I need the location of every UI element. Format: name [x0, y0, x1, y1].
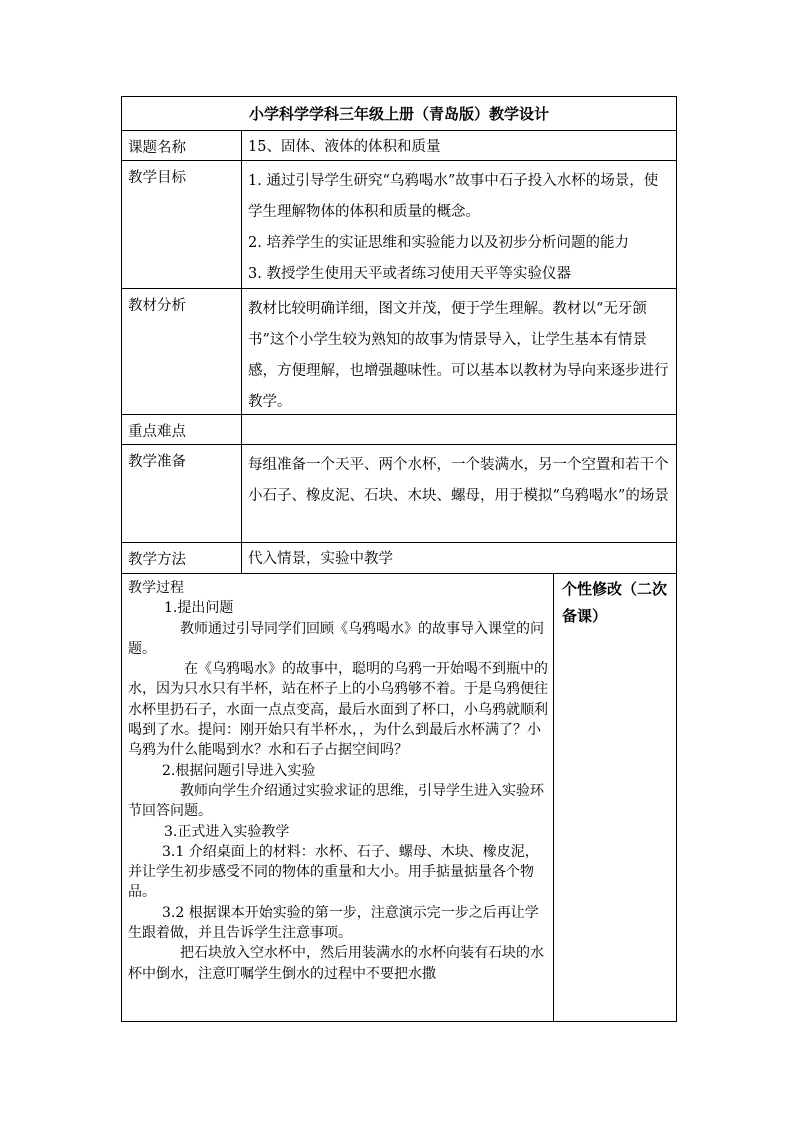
revision-cell: [554, 574, 676, 1021]
prep-cell: [242, 445, 676, 542]
topic-cell: [242, 131, 676, 160]
row-analysis: [122, 289, 676, 415]
row-process: [122, 574, 676, 1021]
prep-text: 每组准备一个天平、两个水杯，一个装满水，另一个空置和若干个小石子、橡皮泥、石块、木块、螺母，用于模拟“乌鸦喝水”的场景: [248, 457, 669, 504]
keypoints-cell: [242, 415, 676, 444]
revision-heading: 个性修改（二次备课）: [562, 580, 668, 625]
goals-label: 教学目标: [122, 161, 242, 288]
row-keypoints: [122, 415, 676, 445]
step-3-title: 3.正式进入实验教学: [164, 823, 290, 840]
keypoints-label: 重点难点: [122, 415, 242, 444]
row-prep: [122, 445, 676, 543]
goal-item-1: 1. 通过引导学生研究“乌鸦喝水”故事中石子投入水杯的场景，使学生理解物体的体积和质量的概念。: [248, 173, 659, 220]
step-2-body: 教师向学生介绍通过实验求证的思维，引导学生进入实验环节回答问题。: [128, 782, 544, 820]
topic-value: 15、固体、液体的体积和质量: [248, 139, 441, 155]
analysis-label: 教材分析: [122, 289, 242, 414]
step-1-story: 在《乌鸦喝水》的故事中，聪明的乌鸦一开始喝不到瓶中的水，因为只水只有半杯，站在杯子上的小乌鸦够不着。于是乌鸦便往水杯里扔石子，水面一点点变高，最后水面到了杯口，小乌鸦就顺利喝到了水。提问：刚开始只有半杯水，，为什么到最后水杯满了？小乌鸦为什么能喝到水？水和石子占据空间吗？: [128, 661, 548, 759]
step-2-title: 2.根据问题引导进入实验: [162, 762, 316, 779]
lesson-plan-table: [121, 96, 677, 1022]
analysis-text: 教材比较明确详细，图文并茂，便于学生理解。教材以“无牙颌书”这个小学生较为熟知的故事为情景导入，让学生基本有情景感，方便理解，也增强趣味性。可以基本以教材为导向来逐步进行教学。: [248, 301, 669, 410]
process-heading: 教学过程: [128, 580, 184, 596]
method-label: 教学方法: [122, 543, 242, 573]
goal-item-3: 3. 教授学生使用天平或者练习使用天平等实验仪器: [248, 266, 571, 282]
step-1-title: 1.提出问题: [164, 600, 234, 617]
process-cell: [122, 574, 554, 1021]
step-1-body: 教师通过引导同学们回顾《乌鸦喝水》的故事导入课堂的问题。: [128, 620, 544, 657]
analysis-cell: [242, 289, 676, 414]
topic-label: 课题名称: [122, 131, 242, 160]
row-topic: [122, 131, 676, 161]
method-value: 代入情景，实验中教学: [248, 551, 393, 567]
table-title-row: [122, 97, 676, 131]
step-3-2: 3.2 根据课本开始实验的第一步，注意演示完一步之后再让学生跟着做，并且告诉学生注意事项。: [128, 904, 539, 942]
step-3-1: 3.1 介绍桌面上的材料：水杯、石子、螺母、木块、橡皮泥，并让学生初步感受不同的物体的重量和大小。用手掂量掂量各个物品。: [128, 843, 539, 901]
goal-item-2: 2. 培养学生的实证思维和实验能力以及初步分析问题的能力: [248, 235, 629, 251]
document-title: 小学科学学科三年级上册（青岛版）教学设计: [248, 105, 549, 123]
method-cell: [242, 543, 676, 573]
row-goals: [122, 161, 676, 289]
prep-label: 教学准备: [122, 445, 242, 542]
step-3-3: 把石块放入空水杯中，然后用装满水的水杯向装有石块的水杯中倒水，注意叮嘱学生倒水的过程中不要把水撒: [128, 945, 544, 982]
goals-cell: [242, 161, 676, 288]
row-method: [122, 543, 676, 574]
